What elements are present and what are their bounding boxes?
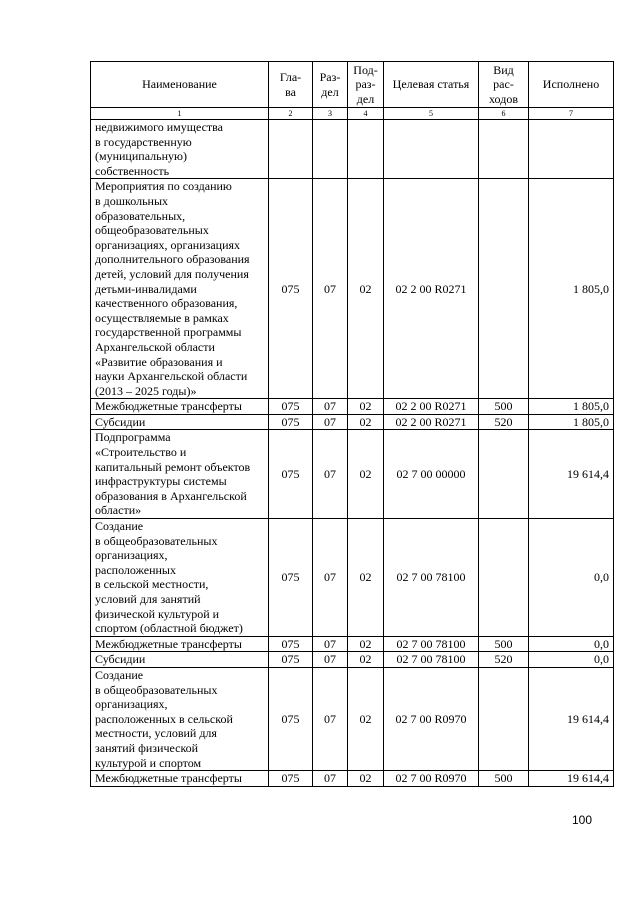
row-target-cell: 02 7 00 R0970 [384, 771, 479, 787]
row-executed-cell: 0,0 [529, 652, 614, 668]
row-name-cell: Подпрограмма «Строительство и капитальный ремонт объектов инфраструктуры системы образования в Архангельской области» [91, 430, 269, 519]
table-row [91, 120, 614, 179]
row-section-cell: 07 [313, 179, 348, 399]
row-name-cell: Создание в общеобразовательных организациях, расположенных в сельской местности, условий для занятий физической культурой и спортом (областной бюджет) [91, 519, 269, 637]
column-number: 5 [384, 108, 479, 120]
row-section-cell: 07 [313, 652, 348, 668]
column-number: 6 [479, 108, 529, 120]
row-subsection-cell: 02 [348, 652, 384, 668]
row-chapter-cell: 075 [269, 771, 313, 787]
row-subsection-cell: 02 [348, 771, 384, 787]
row-subsection-cell: 02 [348, 430, 384, 519]
row-subsection-cell: 02 [348, 414, 384, 430]
column-number: 3 [313, 108, 348, 120]
row-executed-cell: 19 614,4 [529, 771, 614, 787]
col-header-executed: Исполнено [529, 62, 614, 108]
row-section-cell: 07 [313, 667, 348, 770]
table-row [91, 636, 614, 652]
col-header-chapter: Гла- ва [269, 62, 313, 108]
column-number: 2 [269, 108, 313, 120]
row-chapter-cell: 075 [269, 667, 313, 770]
row-target-cell [384, 120, 479, 179]
row-executed-cell: 1 805,0 [529, 179, 614, 399]
table-row [91, 179, 614, 399]
row-chapter-cell: 075 [269, 399, 313, 415]
row-target-cell: 02 7 00 78100 [384, 652, 479, 668]
table-row [91, 652, 614, 668]
col-header-section: Раз- дел [313, 62, 348, 108]
row-target-cell: 02 7 00 R0970 [384, 667, 479, 770]
row-section-cell: 07 [313, 414, 348, 430]
row-expense-type-cell [479, 120, 529, 179]
table-row [91, 430, 614, 519]
column-number: 1 [91, 108, 269, 120]
row-section-cell [313, 120, 348, 179]
row-name-cell: Субсидии [91, 652, 269, 668]
table-body [91, 120, 614, 787]
page-number: 100 [572, 813, 593, 827]
row-target-cell: 02 2 00 R0271 [384, 179, 479, 399]
row-chapter-cell: 075 [269, 414, 313, 430]
budget-table [90, 61, 614, 787]
row-expense-type-cell [479, 667, 529, 770]
row-expense-type-cell: 520 [479, 652, 529, 668]
row-target-cell: 02 7 00 78100 [384, 519, 479, 637]
row-chapter-cell: 075 [269, 179, 313, 399]
row-section-cell: 07 [313, 771, 348, 787]
row-section-cell: 07 [313, 430, 348, 519]
row-subsection-cell: 02 [348, 636, 384, 652]
col-header-subsection: Под- раз- дел [348, 62, 384, 108]
row-target-cell: 02 2 00 R0271 [384, 399, 479, 415]
column-number: 4 [348, 108, 384, 120]
row-expense-type-cell: 500 [479, 399, 529, 415]
col-header-expense-type: Вид рас- ходов [479, 62, 529, 108]
row-target-cell: 02 7 00 00000 [384, 430, 479, 519]
table-row [91, 399, 614, 415]
row-subsection-cell [348, 120, 384, 179]
row-name-cell: Межбюджетные трансферты [91, 771, 269, 787]
row-expense-type-cell: 500 [479, 636, 529, 652]
row-chapter-cell [269, 120, 313, 179]
row-expense-type-cell: 500 [479, 771, 529, 787]
row-chapter-cell: 075 [269, 652, 313, 668]
row-name-cell: недвижимого имущества в государственную (муниципальную) собственность [91, 120, 269, 179]
row-subsection-cell: 02 [348, 399, 384, 415]
row-executed-cell: 0,0 [529, 636, 614, 652]
row-name-cell: Субсидии [91, 414, 269, 430]
header-row [91, 62, 614, 108]
row-section-cell: 07 [313, 399, 348, 415]
col-header-target: Целевая статья [384, 62, 479, 108]
row-section-cell: 07 [313, 519, 348, 637]
row-target-cell: 02 2 00 R0271 [384, 414, 479, 430]
col-header-name: Наименование [91, 62, 269, 108]
row-expense-type-cell: 520 [479, 414, 529, 430]
row-name-cell: Создание в общеобразовательных организациях, расположенных в сельской местности, условий для занятий физической культурой и спортом [91, 667, 269, 770]
column-number: 7 [529, 108, 614, 120]
row-subsection-cell: 02 [348, 667, 384, 770]
row-subsection-cell: 02 [348, 179, 384, 399]
row-chapter-cell: 075 [269, 519, 313, 637]
row-expense-type-cell [479, 430, 529, 519]
table-row [91, 414, 614, 430]
row-name-cell: Межбюджетные трансферты [91, 636, 269, 652]
row-executed-cell: 1 805,0 [529, 399, 614, 415]
row-executed-cell: 19 614,4 [529, 430, 614, 519]
row-target-cell: 02 7 00 78100 [384, 636, 479, 652]
row-executed-cell: 19 614,4 [529, 667, 614, 770]
row-expense-type-cell [479, 179, 529, 399]
row-section-cell: 07 [313, 636, 348, 652]
row-expense-type-cell [479, 519, 529, 637]
row-name-cell: Мероприятия по созданию в дошкольных образовательных, общеобразовательных организациях, организациях дополнительного образования детей, условий для получения детьми-инвалидами качественного образования, осуществляемые в рамках государственной программы Архангельской области «Развитие образования и науки Архангельской области (2013 – 2025 годы)» [91, 179, 269, 399]
row-executed-cell: 1 805,0 [529, 414, 614, 430]
table-row [91, 519, 614, 637]
row-chapter-cell: 075 [269, 430, 313, 519]
row-executed-cell [529, 120, 614, 179]
row-chapter-cell: 075 [269, 636, 313, 652]
table-row [91, 667, 614, 770]
row-name-cell: Межбюджетные трансферты [91, 399, 269, 415]
row-subsection-cell: 02 [348, 519, 384, 637]
table-row [91, 771, 614, 787]
row-executed-cell: 0,0 [529, 519, 614, 637]
column-number-row [91, 108, 614, 120]
